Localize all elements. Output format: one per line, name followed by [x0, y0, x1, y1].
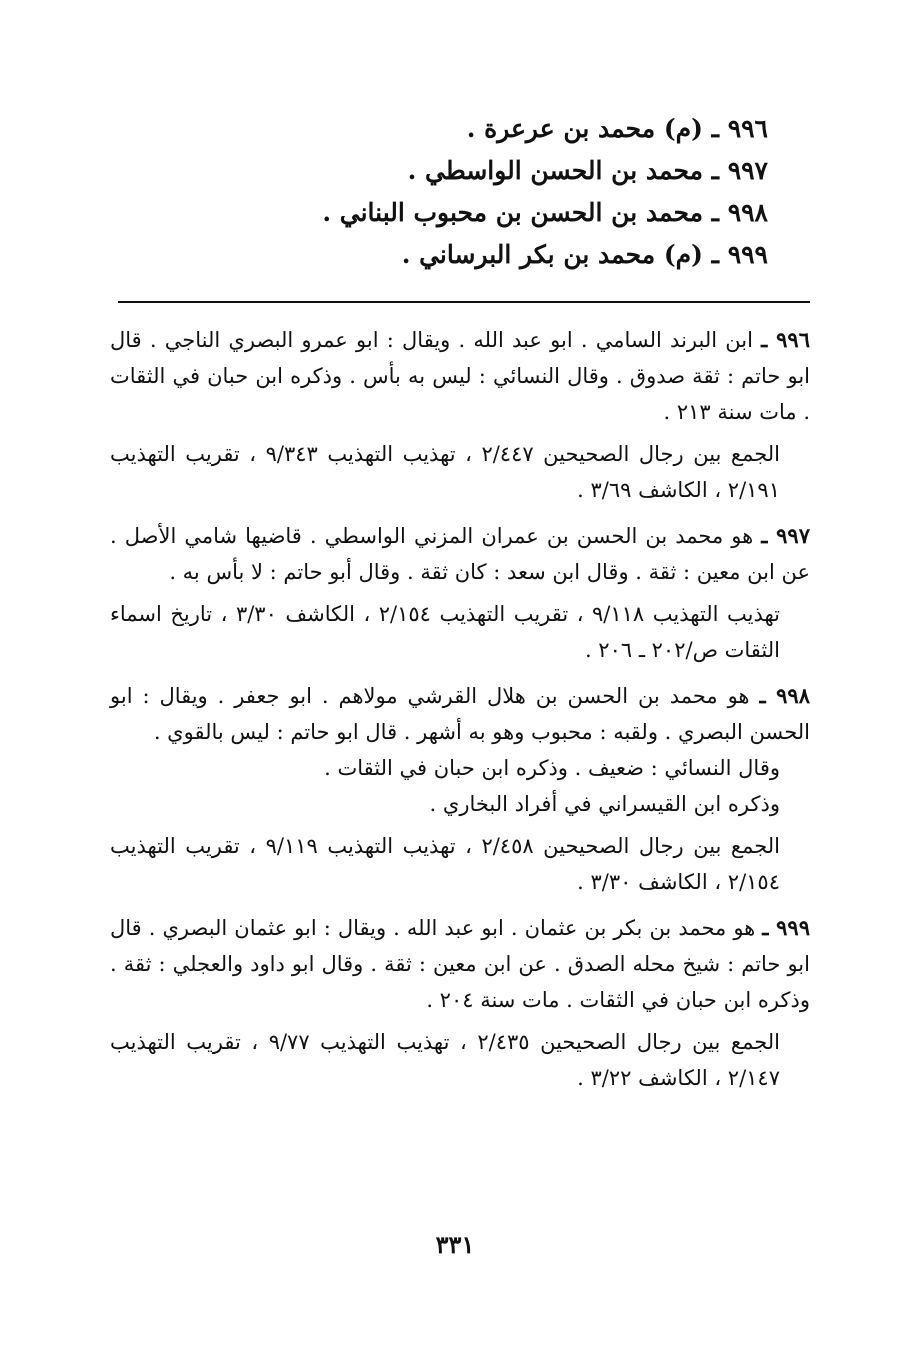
entry-998: ٩٩٨ ـ محمد بن الحسن بن محبوب البناني .	[322, 198, 768, 227]
footnote-text: ابن البرند السامي . ابو عبد الله . ويقال : ابو عمرو البصري الناجي . قال ابو حاتم : ثقة صدوق . وقال النسائي : ليس به بأس . وذكره ابن حبان في الثقات . مات سنة ٢١٣ .	[110, 328, 810, 424]
footnote-997	[110, 518, 810, 668]
footnote-references: تهذيب التهذيب ٩/١١٨ ، تقريب التهذيب ٢/١٥٤ ، الكاشف ٣/٣٠ ، تاريخ اسماء الثقات ص/٢٠٢ ـ ٢٠٦ .	[110, 602, 780, 662]
entry-997: ٩٩٧ ـ محمد بن الحسن الواسطي .	[407, 156, 768, 185]
footnote-998	[110, 678, 810, 900]
footnote-references: الجمع بين رجال الصحيحين ٢/٤٤٧ ، تهذيب التهذيب ٩/٣٤٣ ، تقريب التهذيب ٢/١٩١ ، الكاشف ٣/٦٩ .	[110, 442, 781, 502]
footnote-996	[110, 322, 810, 508]
footnote-number: ٩٩٩ ـ	[762, 915, 810, 940]
footnote-text: هو محمد بن الحسن بن عمران المزني الواسطي . قاضيها شامي الأصل . عن ابن معين : ثقة . وقال ابن سعد : كان ثقة . وقال أبو حاتم : لا بأس به .	[110, 524, 810, 584]
footnote-number: ٩٩٨ ـ	[759, 683, 810, 708]
footnote-number: ٩٩٦ ـ	[761, 327, 810, 352]
entry-996: ٩٩٦ ـ (م) محمد بن عرعرة .	[466, 114, 768, 143]
footnote-references: الجمع بين رجال الصحيحين ٢/٤٥٨ ، تهذيب التهذيب ٩/١١٩ ، تقريب التهذيب ٢/١٥٤ ، الكاشف ٣/٣٠ .	[110, 834, 781, 894]
entry-999: ٩٩٩ ـ (م) محمد بن بكر البرساني .	[401, 240, 768, 269]
footnote-text: وذكره ابن القيسراني في أفراد البخاري .	[429, 792, 780, 816]
entry-list	[248, 108, 768, 276]
page-number: ٣٣١	[435, 1230, 475, 1259]
footnote-text: وقال النسائي : ضعيف . وذكره ابن حبان في الثقات .	[324, 756, 780, 780]
footnote-999	[110, 910, 810, 1096]
footnote-text: هو محمد بن الحسن بن هلال القرشي مولاهم . ابو جعفر . ويقال : ابو الحسن البصري . ولقبه : محبوب وهو به أشهر . قال ابو حاتم : ليس بالقوي .	[110, 684, 810, 744]
footnote-divider	[118, 301, 810, 303]
footnote-references: الجمع بين رجال الصحيحين ٢/٤٣٥ ، تهذيب التهذيب ٩/٧٧ ، تقريب التهذيب ٢/١٤٧ ، الكاشف ٣/٢٢ .	[110, 1030, 781, 1090]
footnote-number: ٩٩٧ ـ	[761, 523, 810, 548]
footnote-text: هو محمد بن بكر بن عثمان . ابو عبد الله . ويقال : ابو عثمان البصري . قال ابو حاتم : شيخ محله الصدق . عن ابن معين : ثقة . وقال ابو داود والعجلي : ثقة . وذكره ابن حبان في الثقات . مات سنة ٢٠٤ .	[110, 916, 810, 1012]
footnotes	[110, 322, 810, 1106]
